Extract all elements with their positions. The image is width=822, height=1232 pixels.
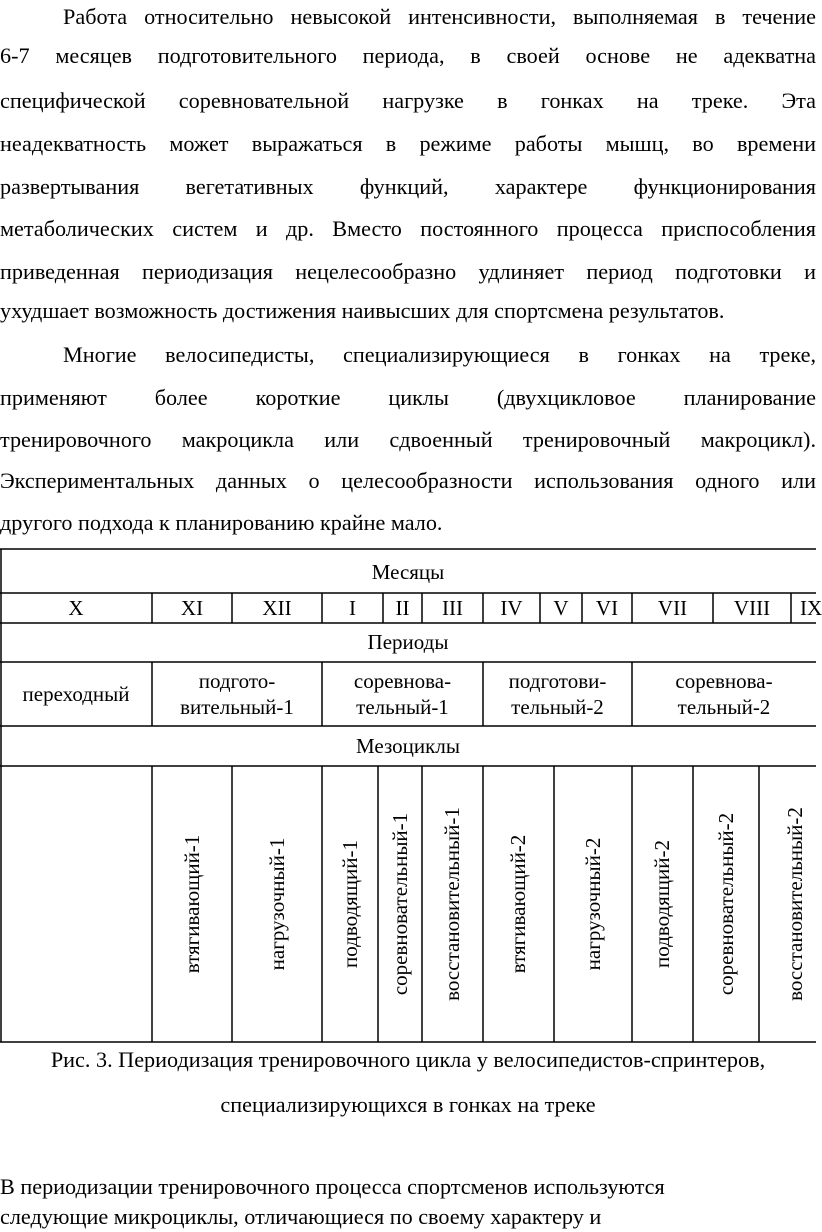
text-line: другого подхода к планированию крайне мало. — [0, 510, 443, 535]
text-line: тренировочного макроцикла или сдвоенный тренировочный макроцикл). — [0, 427, 816, 452]
mesocycle-cell: втягивающий-1 — [180, 834, 204, 974]
period-line: вительный-1 — [180, 695, 294, 719]
mesocycle-cell: втягивающий-2 — [506, 834, 530, 974]
month-cell: IX — [800, 596, 822, 620]
mesocycles-header: Мезоциклы — [356, 734, 460, 758]
caption-line: Рис. 3. Периодизация тренировочного цикла у велосипедистов-спринтеров, — [50, 1047, 766, 1072]
text-line: 6-7 месяцев подготовительного периода, в своей основе не адекватна — [0, 43, 816, 68]
mesocycle-cell: подводящий-1 — [338, 840, 362, 968]
period-line: тельный-2 — [511, 695, 604, 719]
mesocycle-cell: восстановительный-2 — [783, 807, 807, 1001]
text-line: ухудшает возможность достижения наивысших для спортсмена результатов. — [0, 298, 725, 323]
period-cell — [632, 668, 816, 720]
period-line: тельный-1 — [356, 695, 449, 719]
month-cell: III — [442, 596, 463, 620]
month-cell: VII — [657, 596, 688, 620]
text-line: неадекватность может выражаться в режиме работы мышц, во времени — [0, 131, 816, 156]
periods-header: Периоды — [367, 630, 449, 654]
month-cell: XI — [180, 596, 204, 620]
text-line: приведенная периодизация нецелесообразно удлиняет период подготовки и — [0, 259, 816, 284]
period-line: соревнова- — [675, 669, 773, 693]
period-cell — [152, 668, 322, 720]
mesocycle-cell: нагрузочный-2 — [581, 837, 605, 971]
text-line: метаболических систем и др. Вместо постоянного процесса приспособления — [0, 216, 816, 241]
mesocycle-cell: соревновательный-2 — [714, 812, 738, 996]
caption-line: специализирующихся в гонках на треке — [220, 1092, 596, 1117]
month-cell: XII — [262, 596, 292, 620]
mesocycle-cell: восстановительный-1 — [440, 807, 464, 1001]
month-cell: VI — [595, 596, 619, 620]
period-line: подгото- — [198, 669, 276, 693]
text-line: Многие велосипедисты, специализирующиеся в гонках на треке, — [63, 342, 816, 367]
text-line: развертывания вегетативных функций, характере функционирования — [0, 174, 816, 199]
period-cell: переходный — [22, 682, 130, 706]
period-cell — [483, 668, 632, 720]
mesocycle-cell: соревновательный-1 — [388, 812, 412, 996]
period-line: соревнова- — [353, 669, 452, 693]
mesocycle-cell: подводящий-2 — [650, 840, 674, 968]
month-cell: II — [395, 596, 410, 620]
month-cell: V — [553, 596, 569, 620]
month-cell: IV — [500, 596, 523, 620]
text-line: применяют более короткие циклы (двухцикловое планирование — [0, 385, 816, 410]
period-line: тельный-2 — [677, 695, 771, 719]
period-line: подготови- — [508, 669, 607, 693]
month-cell: I — [349, 596, 356, 620]
text-line: Работа относительно невысокой интенсивности, выполняемая в течение — [63, 4, 816, 29]
month-cell: VIII — [733, 596, 771, 620]
text-line: следующие микроциклы, отличающиеся по своему характеру и — [0, 1204, 602, 1229]
months-header: Месяцы — [371, 560, 445, 584]
text-line: Экспериментальных данных о целесообразности использования одного или — [0, 468, 816, 493]
period-cell — [322, 668, 483, 720]
mesocycle-cell: нагрузочный-1 — [265, 837, 289, 971]
text-line: В периодизации тренировочного процесса спортсменов используются — [0, 1174, 665, 1199]
text-line: специфической соревновательной нагрузке в гонках на треке. Эта — [0, 88, 816, 113]
month-cell: X — [68, 596, 84, 620]
